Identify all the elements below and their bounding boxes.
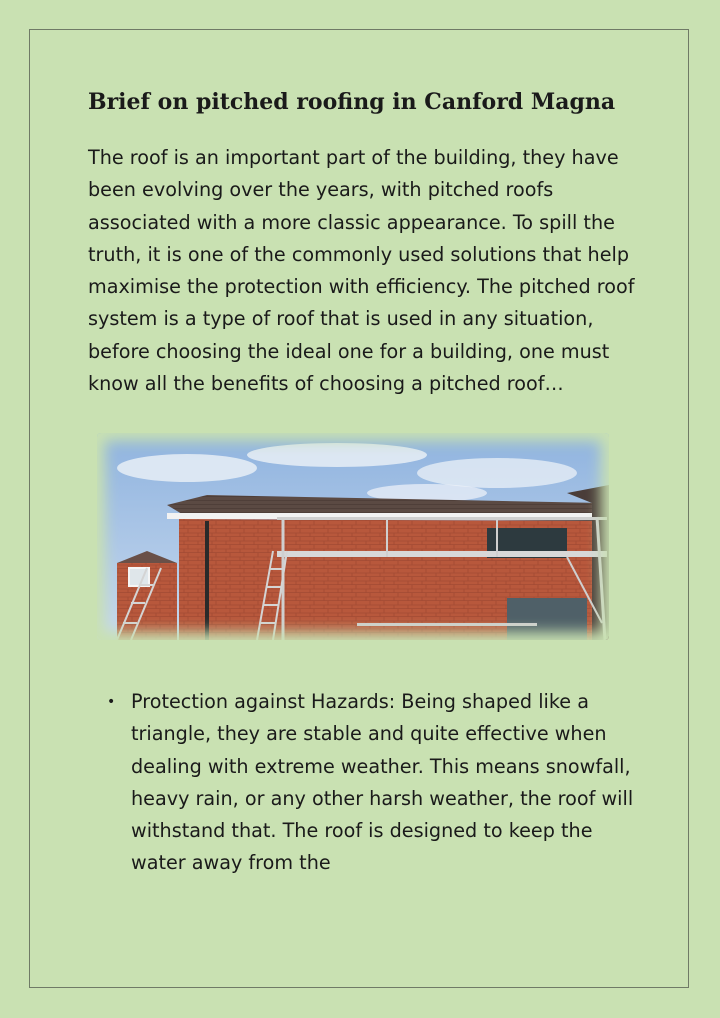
benefits-list (100, 686, 640, 880)
house-roof-scaffolding-photo (97, 433, 609, 640)
document-title: Brief on pitched roofing in Canford Magna (88, 89, 616, 115)
intro-paragraph: The roof is an important part of the building, they have been evolving over the years, with pitched roofs associated with a more classic appearance. To spill the truth, it is one of the commonly used solutions that help maximise the protection with efficiency. The pitched roof system is a type of roof that is used in any situation, before choosing the ideal one for a building, one must know all the benefits of choosing a pitched roof… (88, 146, 635, 396)
list-item (100, 686, 640, 880)
bullet-text: Protection against Hazards: Being shaped like a triangle, they are stable and quite effective when dealing with extreme weather. This means snowfall, heavy rain, or any other harsh weather, the roof will withstand that. The roof is designed to keep the water away from the (131, 690, 634, 875)
bullet-marker: • (107, 694, 116, 710)
